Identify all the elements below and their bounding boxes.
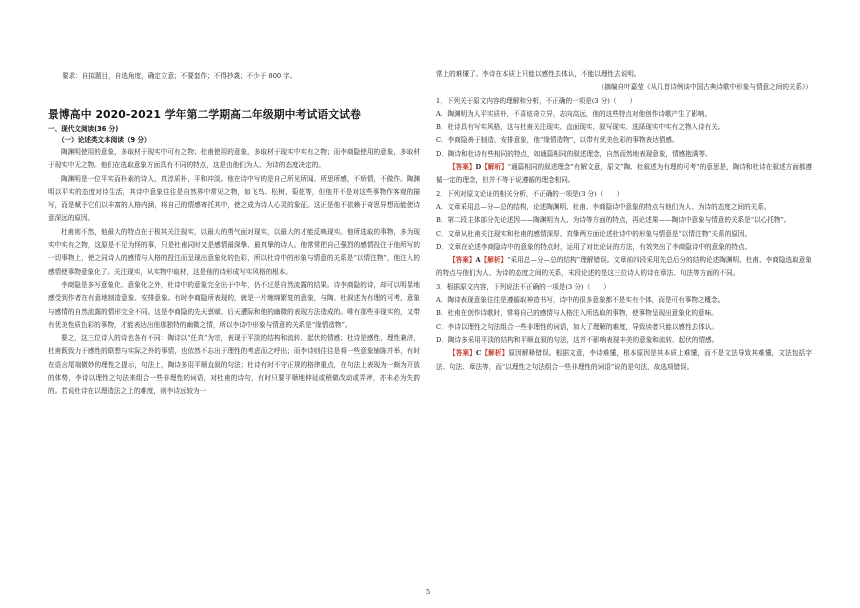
question-3-option: C．李诗以理性之句法组合一些非理性的词语，加大了理解的难度，导致读者只能以感性去体认。	[436, 322, 718, 331]
passage-paragraph: 陶渊明是一位平实而朴素的诗人，真淳质朴，平和冲淡。他在诗中写的是自己所见所闻、所思所感，不矫情，不做作。陶渊明以平实的态度对待生活，其诗中意象往往是自然界中常见之物，如飞鸟、松树、菊花等，但他并不是对这些事物作客观的描写，而是赋予它们以丰富的人格内涵，将自己的情感寄托其中，使之成为诗人心灵的象征。这正是他不依赖于奇思异想而能使诗意深远的原因。	[48, 174, 420, 223]
passage-continuation: 常上的难懂了。李诗在本质上只能以感性去体认，不能以理性去说明。	[436, 70, 641, 78]
answer-letter: D	[475, 163, 482, 172]
passage-source: （摘编自叶嘉莹《从几首诗例谈中国古典诗歌中形象与情意之间的关系》）	[597, 83, 812, 92]
question-3-option: D．陶诗多采用平淡的结构和平顺直叙的句法，这并不影响表现丰美的意象和流转、起伏的情感。	[436, 335, 719, 344]
answer-letter: C	[476, 349, 482, 358]
question-2-option: B．第二段主体部分先论述因——陶渊明为人、为诗等方面的特点，再论述果——陶诗中意象与情意的关系是“以心托物”。	[436, 216, 791, 225]
question-1-option: A．陶渊明为人平实质朴，不喜炫奇立异，志向高远，他的这些特点对他创作诗歌产生了影响。	[436, 109, 712, 118]
analysis-text: “采用总—分—总的结构”理解错误。文章前四段采用先总后分的结构论述陶渊明、杜甫、李商隐选取意象的特点与他们为人、为诗的态度之间的关系，末段论述的是这三位诗人的诗在章法、句法等方面的不同。	[436, 256, 813, 278]
right-column	[436, 68, 812, 374]
question-2-answer	[436, 254, 812, 281]
analysis-text: “通篇相同的叙述理念”有解文意，原文“陶、杜叙述为有理的可考”的意思是，陶诗和杜诗在叙述方面都遵循一定的理念，但并不等于说遵循的理念相同。	[436, 163, 813, 185]
passage	[48, 146, 420, 399]
analysis-text: 原因解释错误。根据文意，李诗难懂，根本原因是其本质上难懂，而不是文法导致其难懂，文法包括字法、句法、章法等，而“以理性之句法组合一些非理性的词语”说的是句法，故选项错误。	[436, 349, 812, 371]
question-1-option: C．李商隐善于制造、安排意象，他“缘情造物”，以带有优美色彩的事物表达情感。	[436, 136, 679, 145]
answer-letter: A	[475, 256, 481, 265]
question-1-stem: 1．下列关于原文内容的理解和分析，不正确的一项是(3 分)（ ）	[436, 96, 637, 105]
analysis-tag: 【解析】	[481, 349, 509, 358]
page-number: 5	[426, 588, 431, 596]
analysis-tag: 【解析】	[480, 256, 508, 265]
section-heading: 一、现代文阅读(36 分)	[48, 125, 119, 133]
question-1-option: B．杜诗具有写实风格，这与杜甫关注现实、直面现实、叙写现实、选择现实中实有之物入诗有关。	[436, 123, 725, 132]
essay-requirement: 要求：自拟题目，自选角度，确定立意；不要套作；不得抄袭；不少于 800 字。	[62, 72, 297, 80]
question-3-option: A．陶诗表现意象往往是遵循取神造书写，诗中的很多意象都不是实有个体，而是可有事物之概念。	[436, 296, 725, 305]
question-3-option: B．杜甫在创作诗歌时，常将自己的感情与人格注入所选取的事物，使事物呈现出意象化的意味。	[436, 309, 718, 318]
question-3-stem: 3．根据原文内容，下列说法不正确的一项是(3 分)（ ）	[436, 282, 610, 291]
answer-tag: 【答案】	[449, 163, 476, 172]
question-2-stem: 2．下列对原文论证的相关分析，不正确的一项是(3 分)（ ）	[436, 189, 624, 198]
passage-paragraph: 李商隐是多写意象化、意象化之外，杜诗中的意象完全出于中年，仍不过是自然流露的结果。诗李商隐的诗，却可以明显地感受到作者在有意地制造意象、安排意象。有时李商隐所表现的，就是一片缠绵繁复的意象，与陶、杜叙述为有理的可考，意象与感情的自然流露的情形完全不同。这是李商隐的先天禀赋、后天遭际和他的幽微的表现方法造成的。唯有那些非现实的，又带有优美性质色彩的事物，才能表达出他那独特的幽微之情，所以李诗中形象与情意的关系是“缘情造物”。	[48, 280, 420, 329]
exam-title: 景博高中 2020-2021 学年第二学期高二年级期中考试语文试卷	[48, 108, 361, 121]
question-2-option: A．文章采用总—分—总的结构，论述陶渊明、杜甫、李商隐诗中意象的特点与他们为人、为诗的态度之间的关系。	[436, 202, 771, 211]
question-1-answer	[436, 161, 812, 188]
question-3-answer	[436, 347, 812, 374]
answer-tag: 【答案】	[449, 349, 476, 358]
question-2-option: C．文章从杜甫关注现实和杜甫的感情深厚、真挚两方面论述杜诗中的形象与情意是“以情注物”关系的原因。	[436, 229, 752, 238]
subsection-heading: （一）论述类文本阅读（9 分）	[58, 136, 151, 144]
passage-paragraph: 陶渊明使用的意象，多取材于现实中可有之物；杜甫使用的意象，多取材于现实中实有之物；而李商隐使用的意象，多取材于现实中无之物。他们在选取意象方面具有不同的特点，这是由他们为人、为诗的态度决定的。	[48, 148, 420, 170]
question-2-option: D．文章在论述李商隐诗中的意象的特点时，运用了对比论证的方法，有效突出了李商隐诗中的意象的特点。	[436, 242, 752, 251]
question-1-option: D．陶诗和杜诗有些相同的特点，如通篇相同的叙述理念，自然而然地表现意象，情感抱满等。	[436, 149, 712, 158]
passage-paragraph: 要之，这三位诗人的诗也各有不同：陶诗以“任真”为宗，表现于平淡的结构和流转、起伏的情感；杜诗是感性、理性兼济，杜甫既致力于感性的联想与实际之外的事情，也依然不忘出于理性的考虑而之呼出；而李诗则往往是将一些意象铺陈并举，有时在语言尾端微妙的理性之提示，句法上，陶诗多用平顺直叙的句法；杜诗有时不守正规的格律重点，在句法上表现为一颇为开放的体势，李诗以理性之句法来组合一些非理性的词语，对杜甫的诗句，有时只要平顺地伸延或稍做改动或弄斧，亦未必为失韵的。若说杜诗在以理造法之上的难度，则李诗远较为一	[48, 334, 420, 396]
answer-tag: 【答案】	[449, 256, 476, 265]
passage-paragraph: 杜甫则不然，他最大的特点在于极其关注现实，以最大的勇气面对现实，以最大的才能反映现实。他所选取的事物，多为现实中实有之物，这原是不足为怪的事，只是杜甫同时又是感情最深挚、最真挚的诗人。他常常把自己强烈的感情投注于他所写的一切事物上，使之同诗人的感情与人格的投注而呈现出意象化的色彩，所以杜诗中的形象与情意的关系是“以情注物”，他注入的感情使事物意象化了。关注现实，从实物中取材，这是他的诗形成写实风格的根本。	[48, 227, 420, 276]
analysis-tag: 【解析】	[481, 163, 508, 172]
